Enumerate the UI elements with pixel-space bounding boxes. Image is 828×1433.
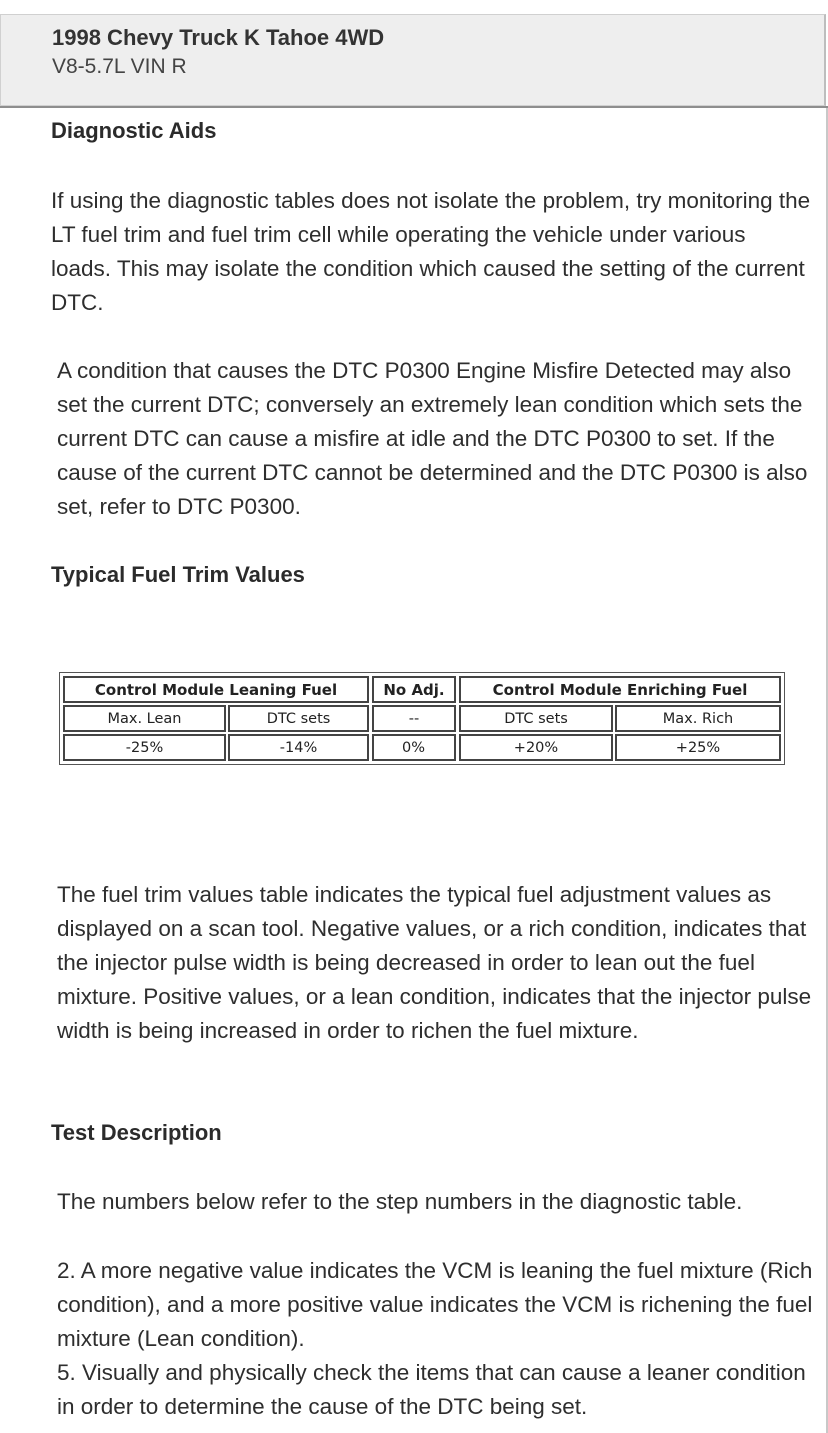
fuel-trim-heading: Typical Fuel Trim Values <box>51 562 305 587</box>
engine-subtitle: V8-5.7L VIN R <box>52 55 187 78</box>
leaning-header: Control Module Leaning Fuel <box>63 676 369 703</box>
table-cell: -25% <box>63 734 226 761</box>
header-divider <box>0 106 828 108</box>
diagnostic-aids-paragraph-2: A condition that causes the DTC P0300 Engine Misfire Detected may also set the current DTC; conversely an extremely lean condition which sets the current DTC can cause a misfire at idle and the DTC P0300 to set. If the cause of the current DTC cannot be determined and the DTC P0300 is also set, refer to DTC P0300. <box>57 358 808 519</box>
table-cell: +20% <box>459 734 613 761</box>
diagnostic-aids-paragraph-1: If using the diagnostic tables does not isolate the problem, try monitoring the LT fuel trim and fuel trim cell while operating the vehicle under various loads. This may isolate the condition which caused the setting of the current DTC. <box>51 188 811 315</box>
table-cell: DTC sets <box>459 705 613 732</box>
diagnostic-aids-heading: Diagnostic Aids <box>51 118 217 143</box>
enriching-header: Control Module Enriching Fuel <box>459 676 781 703</box>
noadj-header: No Adj. <box>372 676 456 703</box>
vehicle-title: 1998 Chevy Truck K Tahoe 4WD <box>52 25 385 50</box>
test-step-5: 5. Visually and physically check the items that can cause a leaner condition in order to determine the cause of the DTC being set. <box>57 1360 806 1419</box>
test-step-2: 2. A more negative value indicates the VCM is leaning the fuel mixture (Rich condition), and a more positive value indicates the VCM is richening the fuel mixture (Lean condition). <box>57 1258 813 1351</box>
table-cell: -- <box>372 705 456 732</box>
table-cell: Max. Rich <box>615 705 781 732</box>
table-cell: DTC sets <box>228 705 369 732</box>
test-description-heading: Test Description <box>51 1120 222 1145</box>
table-cell: 0% <box>372 734 456 761</box>
table-cell: +25% <box>615 734 781 761</box>
vehicle-header <box>0 14 826 106</box>
test-description-intro: The numbers below refer to the step numbers in the diagnostic table. <box>57 1189 743 1214</box>
table-cell: Max. Lean <box>63 705 226 732</box>
fuel-trim-table <box>59 672 785 765</box>
fuel-trim-paragraph: The fuel trim values table indicates the typical fuel adjustment values as displayed on a scan tool. Negative values, or a rich condition, indicates that the injector pulse width is being decreased in order to lean out the fuel mixture. Positive values, or a lean condition, indicates that the injector pulse width is being increased in order to richen the fuel mixture. <box>57 882 812 1043</box>
table-cell: -14% <box>228 734 369 761</box>
